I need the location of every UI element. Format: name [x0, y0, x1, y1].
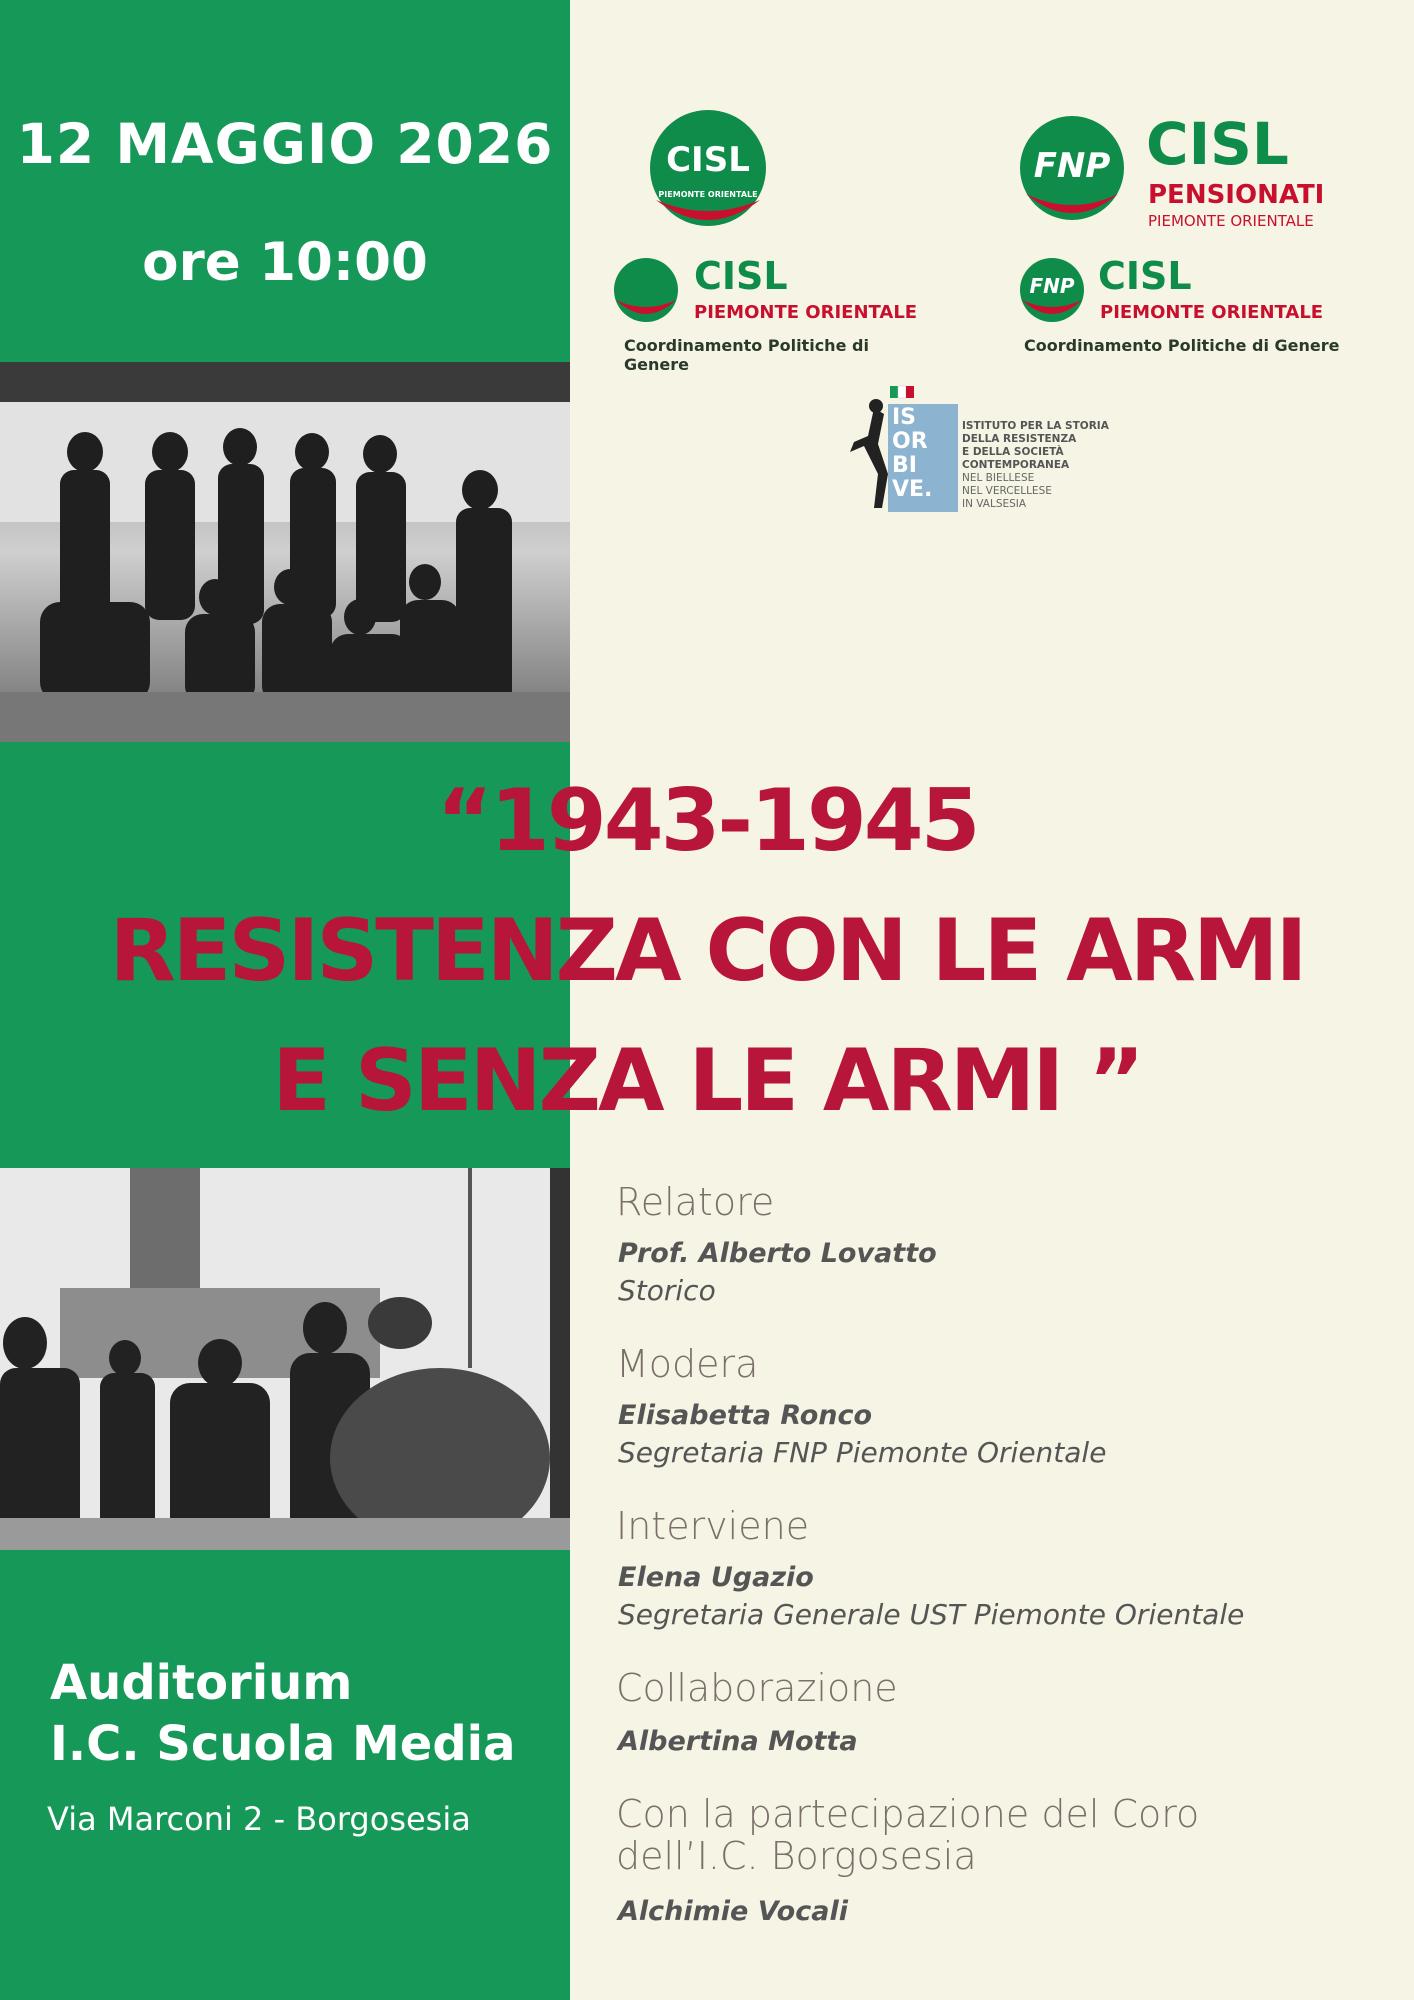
partisans-group-photo	[0, 362, 570, 742]
interviene-role: Segretaria Generale UST Piemonte Orientale	[618, 1598, 1245, 1631]
fnp-logo-name: CISL	[1146, 110, 1289, 178]
cisl-logo	[646, 110, 770, 234]
interviene-name: Elena Ugazio	[618, 1562, 814, 1593]
section-relatore: Relatore	[616, 1180, 775, 1224]
fnp-logo-badge: FNP	[1033, 146, 1111, 186]
isrsc-text	[962, 420, 1122, 511]
cisl-genere-line2: Coordinamento Politiche di Genere	[624, 336, 869, 374]
isrsc-line: E DELLA SOCIETÀ	[962, 446, 1064, 458]
cisl-genere-line1: PIEMONTE ORIENTALE	[694, 302, 918, 323]
isrsc-mark: IS OR BI VE.	[892, 405, 933, 502]
section-collaborazione: Collaborazione	[616, 1666, 898, 1710]
modera-role: Segretaria FNP Piemonte Orientale	[618, 1436, 1107, 1469]
cisl-logo-name: CISL	[666, 140, 750, 180]
isrsc-line: DELLA RESISTENZA	[962, 433, 1077, 445]
title-line-3: E SENZA LE ARMI ”	[272, 1031, 1142, 1131]
modera-name: Elisabetta Ronco	[618, 1400, 873, 1431]
venue-school: I.C. Scuola Media	[50, 1716, 516, 1772]
fnp-genere-logo	[1020, 254, 1340, 358]
cisl-genere-name: CISL	[694, 254, 788, 298]
fnp-logo-line1: PENSIONATI	[1148, 180, 1325, 210]
venue-name: Auditorium	[50, 1655, 353, 1711]
fnp-logo	[1020, 110, 1340, 236]
cisl-genere-logo	[614, 254, 934, 374]
title-line-2: RESISTENZA CON LE ARMI	[109, 901, 1305, 1001]
liberation-crowd-photo	[0, 1168, 570, 1550]
cisl-logo-sub: PIEMONTE ORIENTALE	[658, 190, 758, 199]
isrsc-line: CONTEMPORANEA	[962, 459, 1070, 471]
event-time: ore 10:00	[142, 232, 428, 293]
fnp-genere-badge: FNP	[1029, 274, 1075, 298]
relatore-name: Prof. Alberto Lovatto	[618, 1238, 937, 1269]
title-line-1: “1943-1945	[436, 771, 978, 871]
section-modera: Modera	[616, 1342, 759, 1386]
fnp-genere-name: CISL	[1098, 254, 1192, 298]
collaborazione-name: Albertina Motta	[618, 1726, 858, 1757]
fnp-genere-line1: PIEMONTE ORIENTALE	[1100, 302, 1324, 323]
section-coro-line2: dell’I.C. Borgosesia	[616, 1834, 977, 1878]
venue-address: Via Marconi 2 - Borgosesia	[47, 1800, 471, 1838]
isrsc-line: NEL BIELLESE	[962, 472, 1035, 484]
isrsc-logo	[844, 384, 1124, 514]
section-coro-line1: Con la partecipazione del Coro	[616, 1792, 1200, 1836]
fnp-logo-line2: PIEMONTE ORIENTALE	[1148, 212, 1314, 230]
isrsc-line: IN VALSESIA	[962, 498, 1027, 510]
fnp-genere-line2: Coordinamento Politiche di Genere	[1024, 336, 1340, 355]
coro-name: Alchimie Vocali	[618, 1896, 848, 1927]
isrsc-line: NEL VERCELLESE	[962, 485, 1052, 497]
isrsc-line: ISTITUTO PER LA STORIA	[962, 420, 1109, 432]
relatore-role: Storico	[618, 1274, 716, 1307]
event-date: 12 MAGGIO 2026	[16, 112, 554, 176]
section-interviene: Interviene	[616, 1504, 810, 1548]
